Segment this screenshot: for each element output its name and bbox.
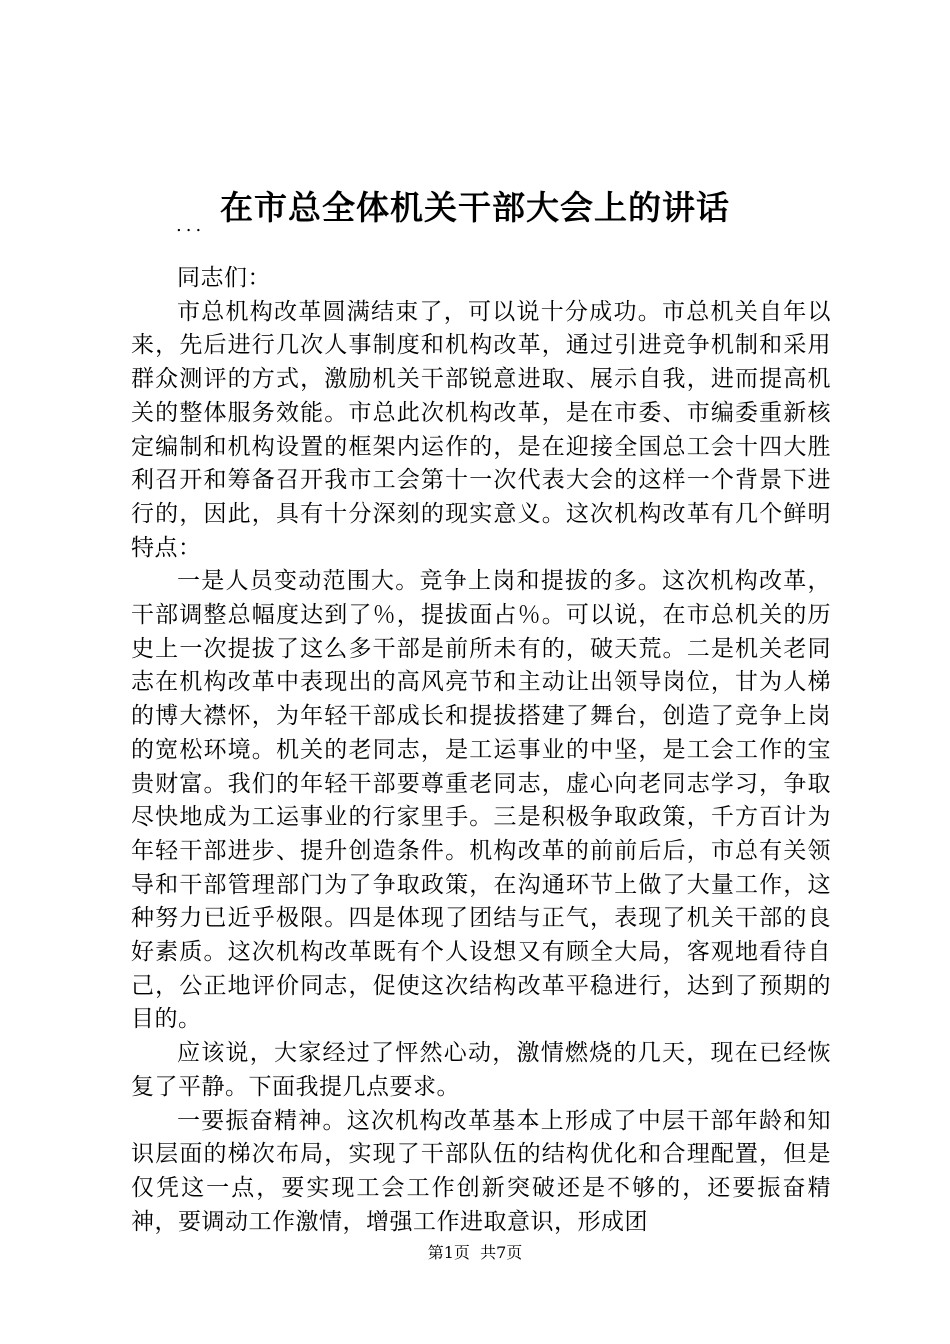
paragraph: 一是人员变动范围大。竞争上岗和提拔的多。这次机构改革，干部调整总幅度达到了％，提拔面占％。可以说，在市总机关的历史上一次提拔了这么多干部是前所未有的，破天荒。二是机关老同志在机构改革中表现出的高风亮节和主动让出领导岗位，甘为人梯的博大襟怀，为年轻干部成长和提拔搭建了舞台，创造了竞争上岗的宽松环境。机关的老同志，是工运事业的中坚，是工会工作的宝贵财富。我们的年轻干部要尊重老同志，虚心向老同志学习，争取尽快地成为工运事业的行家里手。三是积极争取政策，千方百计为年轻干部进步、提升创造条件。机构改革的前前后后，市总有关领导和干部管理部门为了争取政策，在沟通环节上做了大量工作，这种努力已近乎极限。四是体现了团结与正气，表现了机关干部的良好素质。这次机构改革既有个人设想又有顾全大局，客观地看待自己，公正地评价同志，促使这次结构改革平稳进行，达到了预期的目的。 [131,568,831,1033]
page-total: 共7页 [480,1243,523,1262]
paragraph: 市总机构改革圆满结束了，可以说十分成功。市总机关自年以来，先后进行几次人事制度和机构改革，通过引进竞争机制和采用群众测评的方式，激励机关干部锐意进取、展示自我，进而提高机关的整体服务效能。市总此次机构改革，是在市委、市编委重新核定编制和机构设置的框架内运作的，是在迎接全国总工会十四大胜利召开和筹备召开我市工会第十一次代表大会的这样一个背景下进行的，因此，具有十分深刻的现实意义。这次机构改革有几个鲜明特点： [131,298,831,561]
ellipsis-marker: ... [176,215,206,236]
document-title: 在市总全体机关干部大会上的讲话 [220,188,730,227]
page-number: 第1页 [427,1243,470,1262]
salutation: 同志们： [177,265,271,291]
document-body [131,262,831,1239]
paragraph: 应该说，大家经过了怦然心动，激情燃烧的几天，现在已经恢复了平静。下面我提几点要求。 [131,1040,831,1100]
page-footer [0,1242,950,1264]
paragraph: 一要振奋精神。这次机构改革基本上形成了中层干部年龄和知识层面的梯次布局，实现了干部队伍的结构优化和合理配置，但是仅凭这一点，要实现工会工作创新突破还是不够的，还要振奋精神，要调动工作激情，增强工作进取意识，形成团 [131,1107,831,1235]
